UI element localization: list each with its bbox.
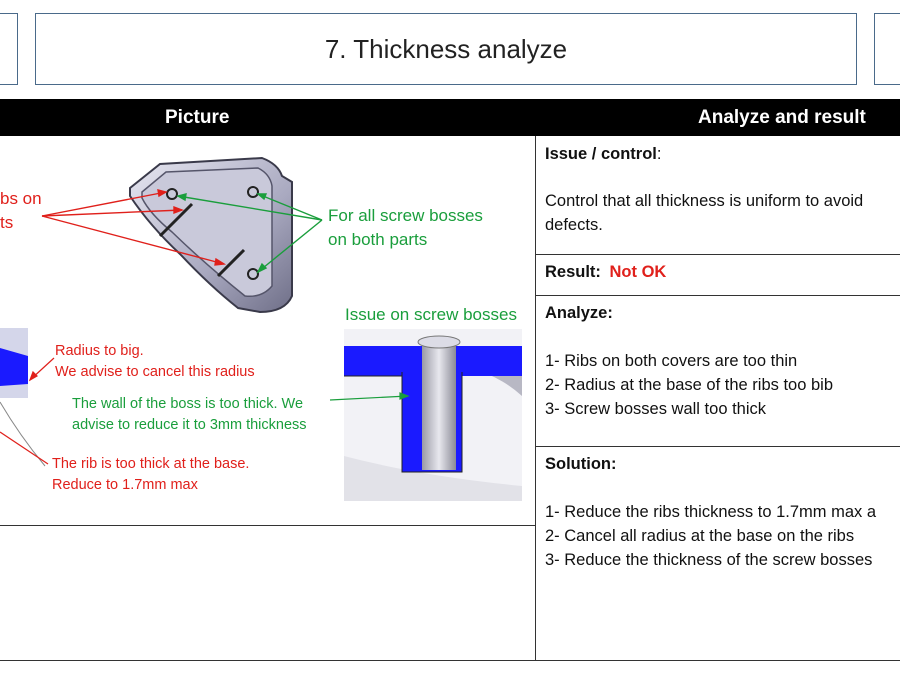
wall-annotation-1: The wall of the boss is too thick. We xyxy=(72,396,304,412)
header-analyze: Analyze and result xyxy=(698,107,866,128)
bosses-annotation-1: For all screw bosses xyxy=(328,206,483,225)
solution-item-1: 1- Reduce the ribs thickness to 1.7mm max a xyxy=(545,503,877,521)
bosses-annotation-2: on both parts xyxy=(328,230,428,249)
issue-bosses-label: Issue on screw bosses xyxy=(345,305,517,324)
row-divider-solution xyxy=(535,446,900,447)
right-edge-box xyxy=(874,13,900,85)
issue-colon: : xyxy=(656,145,662,163)
row-divider-analyze xyxy=(535,295,900,296)
ribs-annotation-1: bs on xyxy=(0,189,42,208)
result-section xyxy=(545,260,666,284)
ribs-annotation-2: ts xyxy=(0,213,14,232)
analyze-item-3: 3- Screw bosses wall too thick xyxy=(545,400,767,418)
table-header xyxy=(0,99,900,136)
issue-text-1: Control that all thickness is uniform to avoid xyxy=(545,192,864,210)
analyze-item-2: 2- Radius at the base of the ribs too bib xyxy=(545,376,834,394)
issue-section xyxy=(545,142,661,166)
result-label: Result: xyxy=(545,263,601,281)
issue-label: Issue / control xyxy=(545,145,657,163)
solution-item-3: 3- Reduce the thickness of the screw bosses xyxy=(545,551,873,569)
row-divider-result xyxy=(535,254,900,255)
table-bottom-border xyxy=(0,660,900,661)
wall-annotation-2: advise to reduce it to 3mm thickness xyxy=(72,417,307,433)
result-value: Not OK xyxy=(609,263,667,281)
analyze-item-1: 1- Ribs on both covers are too thin xyxy=(545,352,798,370)
page-title: 7. Thickness analyze xyxy=(35,13,857,85)
header-picture: Picture xyxy=(165,107,230,128)
rib-annotation-1: The rib is too thick at the base. xyxy=(52,456,250,472)
radius-annotation-2: We advise to cancel this radius xyxy=(55,364,255,380)
solution-item-2: 2- Cancel all radius at the base on the ribs xyxy=(545,527,855,545)
left-edge-box xyxy=(0,13,18,85)
solution-label: Solution: xyxy=(545,455,617,473)
analyze-label: Analyze: xyxy=(545,304,613,322)
column-divider xyxy=(535,136,536,661)
rib-annotation-2: Reduce to 1.7mm max xyxy=(52,477,198,493)
radius-annotation-1: Radius to big. xyxy=(55,343,144,359)
boss-cross-section-image xyxy=(344,329,522,501)
row-divider-picture xyxy=(0,525,535,526)
issue-text-2: defects. xyxy=(545,216,603,234)
